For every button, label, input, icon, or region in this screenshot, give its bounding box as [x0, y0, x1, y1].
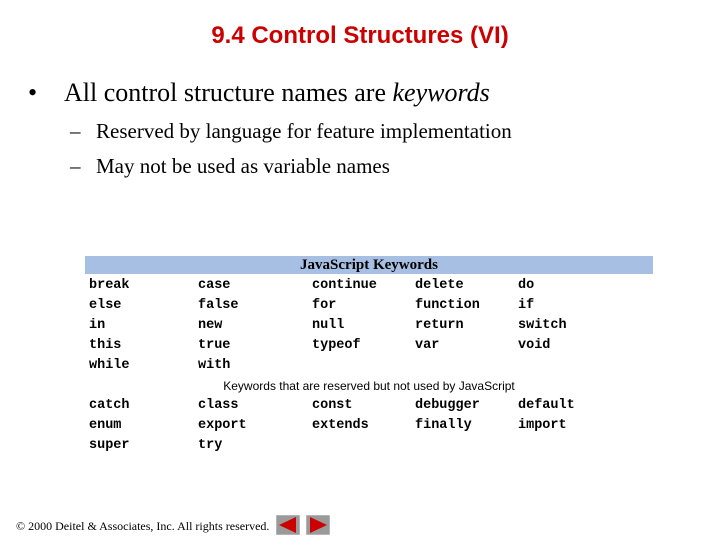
keyword-cell: void — [518, 338, 551, 353]
keyword-cell: for — [312, 298, 337, 313]
right-arrow-icon — [306, 515, 330, 535]
keyword-cell: const — [312, 398, 353, 413]
keyword-cell: default — [518, 398, 575, 413]
keyword-cell: do — [518, 278, 535, 293]
slide-title: 9.4 Control Structures (VI) — [211, 22, 509, 49]
sub-bullet — [70, 119, 512, 144]
keyword-cell: continue — [312, 278, 377, 293]
keyword-cell: return — [415, 318, 464, 333]
table-row — [85, 436, 653, 456]
keyword-cell: with — [198, 358, 231, 373]
main-bullet-emphasis: keywords — [392, 78, 490, 107]
keyword-cell: null — [312, 318, 345, 333]
keyword-cell: finally — [415, 418, 472, 433]
keyword-cell: false — [198, 298, 239, 313]
left-arrow-icon — [276, 515, 300, 535]
keyword-cell: break — [89, 278, 130, 293]
main-bullet — [28, 78, 490, 108]
bullet-dot: • — [28, 78, 38, 107]
keyword-cell: this — [89, 338, 122, 353]
table-row — [85, 416, 653, 436]
table-row — [85, 296, 653, 316]
keyword-cell: try — [198, 438, 223, 453]
keyword-cell: delete — [415, 278, 464, 293]
table-row — [85, 356, 653, 376]
keyword-cell: debugger — [415, 398, 480, 413]
sub-bullet-dash: – — [70, 119, 81, 143]
keyword-cell: class — [198, 398, 239, 413]
table-row — [85, 316, 653, 336]
keyword-cell: switch — [518, 318, 567, 333]
sub-bullet-text: May not be used as variable names — [96, 154, 390, 178]
table-row — [85, 276, 653, 296]
keyword-cell: new — [198, 318, 223, 333]
sub-bullet-text: Reserved by language for feature implementation — [96, 119, 512, 143]
keyword-cell: while — [89, 358, 130, 373]
keyword-cell: case — [198, 278, 231, 293]
copyright-footer: © 2000 Deitel & Associates, Inc. All rights reserved. — [16, 519, 270, 533]
keywords-table — [85, 256, 653, 456]
keyword-cell: enum — [89, 418, 122, 433]
sub-bullet — [70, 154, 390, 179]
keyword-cell: export — [198, 418, 247, 433]
reserved-keywords-caption: Keywords that are reserved but not used by JavaScript — [223, 379, 515, 393]
keyword-cell: in — [89, 318, 106, 333]
sub-bullet-dash: – — [70, 154, 81, 178]
keyword-cell: import — [518, 418, 567, 433]
keyword-cell: typeof — [312, 338, 361, 353]
main-bullet-text: All control structure names are — [64, 78, 393, 107]
keyword-cell: if — [518, 298, 535, 313]
keyword-cell: true — [198, 338, 231, 353]
previous-slide-button[interactable] — [276, 515, 300, 535]
keywords-table-header: JavaScript Keywords — [85, 256, 653, 274]
keyword-cell: function — [415, 298, 480, 313]
next-slide-button[interactable] — [306, 515, 330, 535]
keyword-cell: super — [89, 438, 130, 453]
keyword-cell: catch — [89, 398, 130, 413]
keyword-cell: var — [415, 338, 440, 353]
table-row — [85, 396, 653, 416]
keyword-cell: else — [89, 298, 122, 313]
keyword-cell: extends — [312, 418, 369, 433]
table-row — [85, 336, 653, 356]
